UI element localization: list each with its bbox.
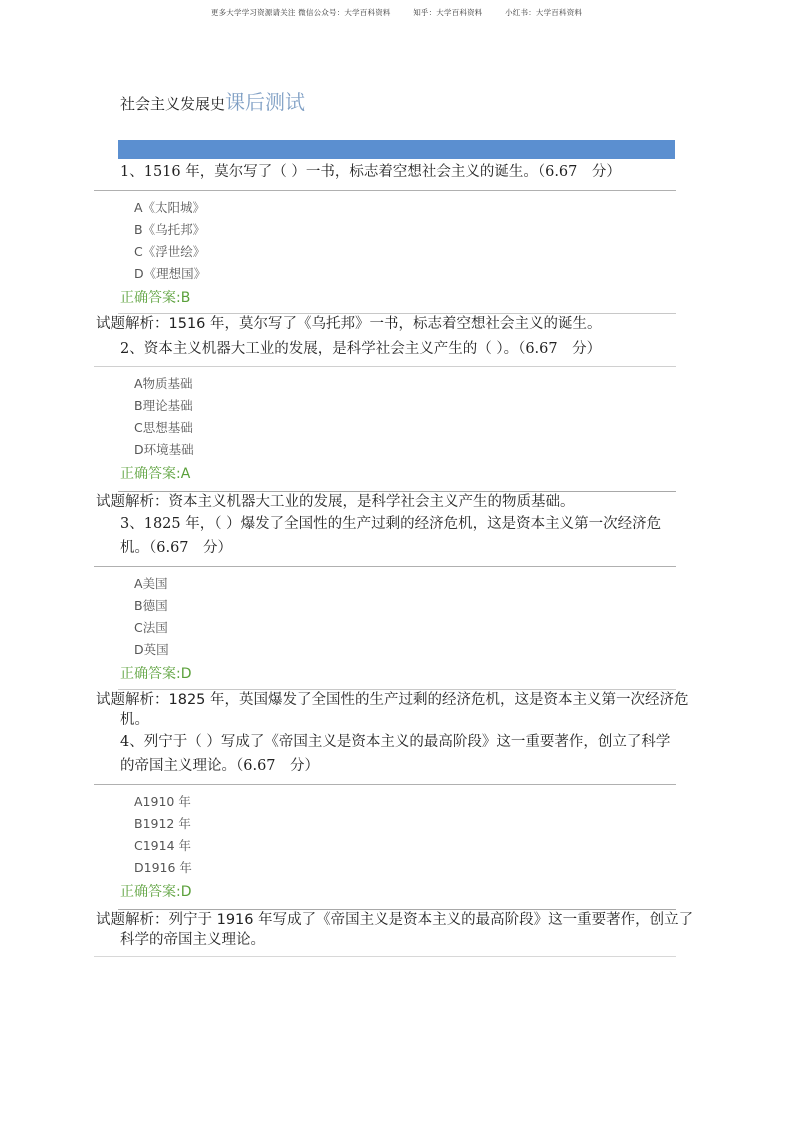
option-list bbox=[134, 791, 793, 879]
course-title: 社会主义发展史 bbox=[120, 95, 226, 113]
answer-analysis: 试题解析：资本主义机器大工业的发展，是科学社会主义产生的物质基础。 bbox=[96, 494, 575, 510]
option-a: A1910 年 bbox=[134, 794, 191, 809]
header-wechat: 更多大学学习资源请关注 微信公众号：大学百科资料 bbox=[210, 8, 391, 17]
question-block bbox=[0, 334, 793, 512]
question-block bbox=[0, 159, 793, 334]
question-divider bbox=[94, 366, 676, 367]
option-b: B德国 bbox=[134, 598, 168, 613]
question-divider bbox=[94, 784, 676, 785]
page-title bbox=[120, 86, 305, 115]
answer-analysis: 试题解析：列宁于 1916 年写成了《帝国主义是资本主义的最高阶段》这一重要著作，创立了科学的帝国主义理论。 bbox=[96, 912, 694, 948]
end-divider bbox=[94, 956, 676, 957]
question-text: 1、1516 年，莫尔写了（ ）一书，标志着空想社会主义的诞生。（6.67 分） bbox=[120, 164, 621, 180]
page-header bbox=[0, 7, 793, 18]
option-a: A物质基础 bbox=[134, 376, 193, 391]
option-b: B1912 年 bbox=[134, 816, 191, 831]
question-divider bbox=[94, 566, 676, 567]
answer-analysis: 试题解析：1825 年，英国爆发了全国性的生产过剩的经济危机，这是资本主义第一次经济危机。 bbox=[96, 692, 689, 728]
option-a: A《太阳城》 bbox=[134, 200, 206, 215]
question-text: 4、列宁于（ ）写成了《帝国主义是资本主义的最高阶段》这一重要著作，创立了科学的帝国主义理论。（6.67 分） bbox=[120, 734, 671, 774]
correct-answer: 正确答案:A bbox=[120, 466, 191, 482]
correct-answer: 正确答案:D bbox=[120, 666, 192, 682]
option-d: D《理想国》 bbox=[134, 266, 207, 281]
option-list bbox=[134, 573, 793, 661]
option-list bbox=[134, 197, 793, 285]
question-text: 2、资本主义机器大工业的发展，是科学社会主义产生的（ ）。（6.67 分） bbox=[120, 341, 602, 357]
option-c: C《浮世绘》 bbox=[134, 244, 206, 259]
option-a: A美国 bbox=[134, 576, 168, 591]
option-c: C法国 bbox=[134, 620, 168, 635]
option-d: D1916 年 bbox=[134, 860, 192, 875]
question-block bbox=[0, 512, 793, 730]
header-zhihu: 知乎：大学百科资料 bbox=[413, 8, 483, 17]
option-b: B《乌托邦》 bbox=[134, 222, 206, 237]
question-block bbox=[0, 730, 793, 957]
answer-analysis: 试题解析：1516 年，莫尔写了《乌托邦》一书，标志着空想社会主义的诞生。 bbox=[96, 316, 602, 332]
question-list bbox=[0, 159, 793, 957]
title-bar bbox=[118, 140, 675, 159]
correct-answer: 正确答案:B bbox=[120, 290, 191, 306]
option-list bbox=[134, 373, 793, 461]
option-d: D英国 bbox=[134, 642, 169, 657]
option-c: C思想基础 bbox=[134, 420, 193, 435]
option-c: C1914 年 bbox=[134, 838, 192, 853]
test-title: 课后测试 bbox=[225, 90, 306, 114]
question-text: 3、1825 年，（ ）爆发了全国性的生产过剩的经济危机，这是资本主义第一次经济危机。（6.67 分） bbox=[120, 516, 662, 556]
question-divider bbox=[94, 190, 676, 191]
header-xiaohongshu: 小红书：大学百科资料 bbox=[505, 8, 583, 17]
option-d: D环境基础 bbox=[134, 442, 194, 457]
correct-answer: 正确答案:D bbox=[120, 884, 192, 900]
option-b: B理论基础 bbox=[134, 398, 193, 413]
